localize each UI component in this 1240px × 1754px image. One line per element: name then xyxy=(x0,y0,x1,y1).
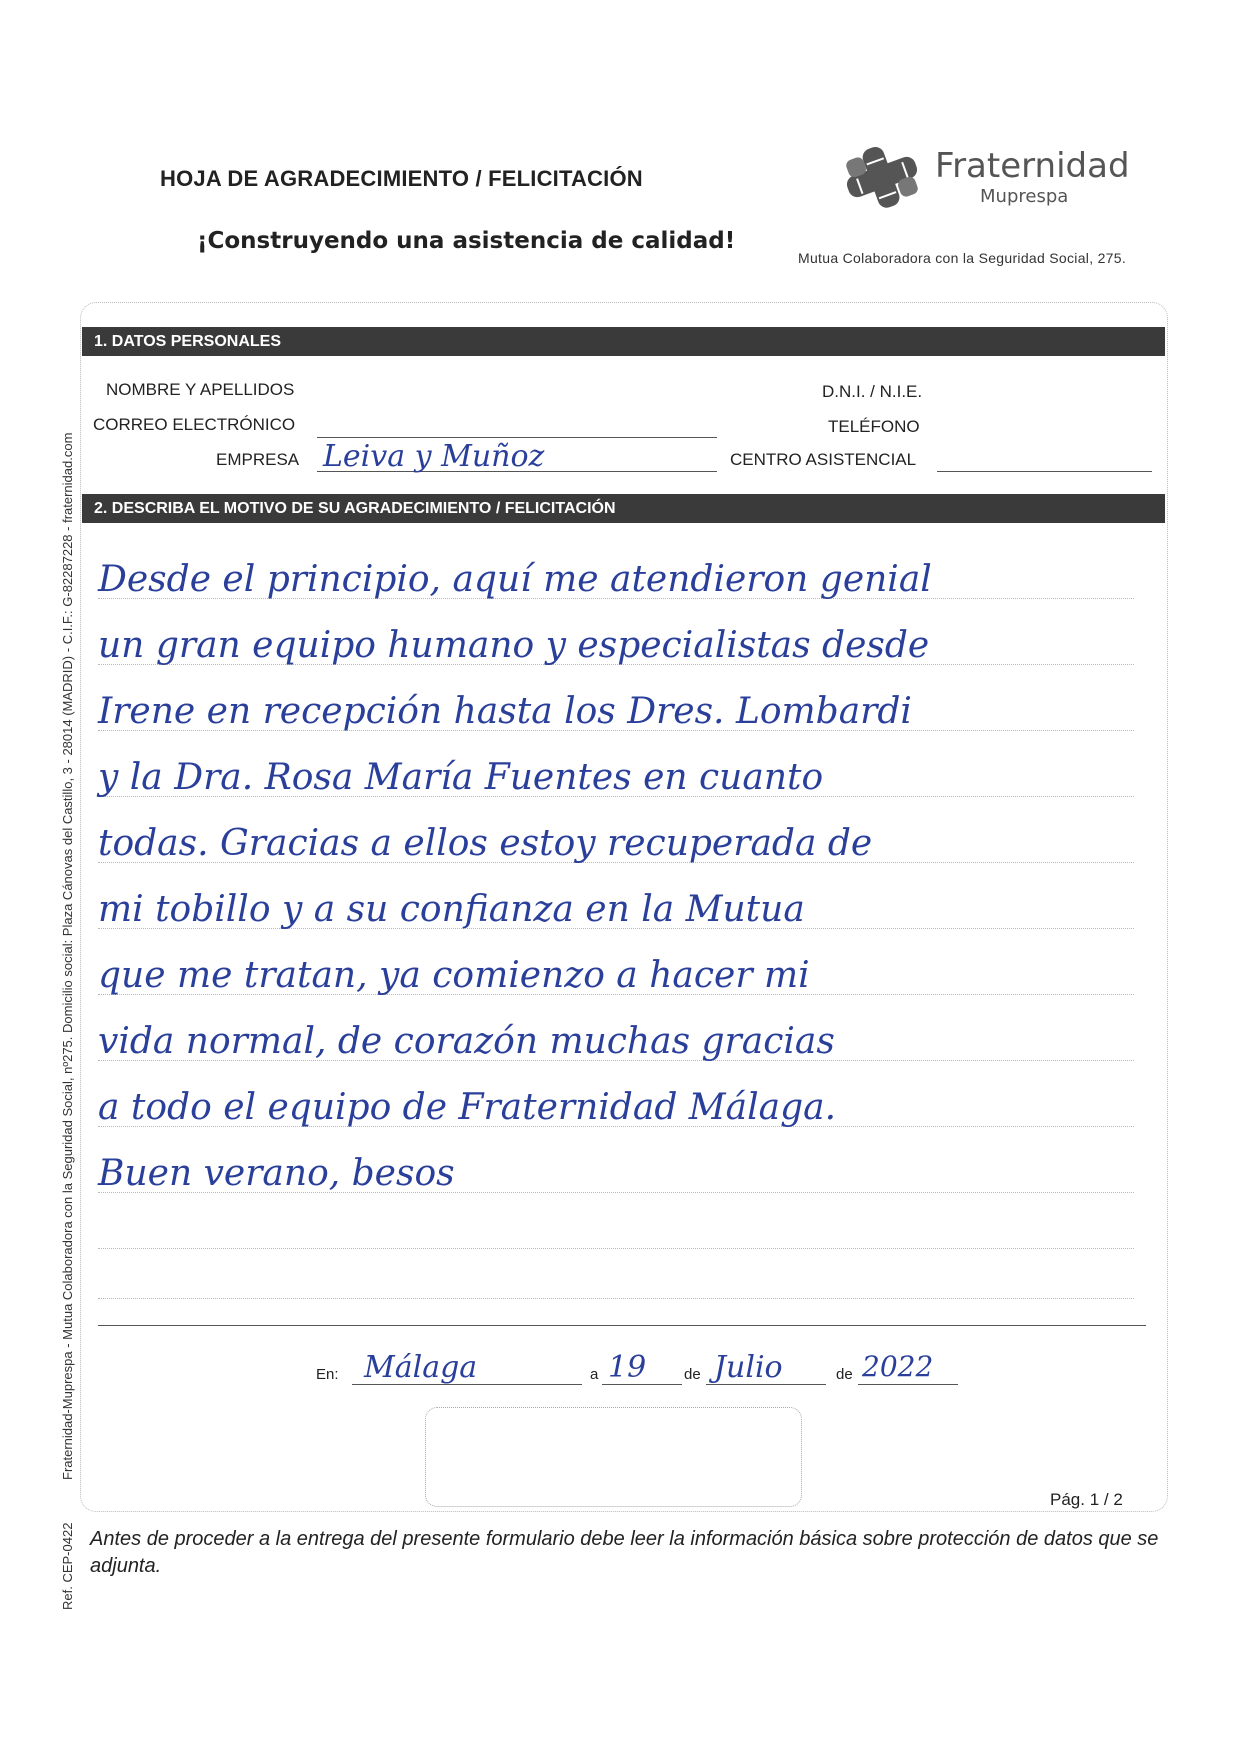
empresa-field[interactable] xyxy=(317,439,717,474)
date-city: Málaga xyxy=(364,1350,478,1385)
description-line: vida normal, de corazón muchas gracias xyxy=(98,1021,835,1062)
cross-logo-icon xyxy=(832,142,932,212)
date-de1-label: de xyxy=(684,1366,701,1383)
mutua-text: Mutua Colaboradora con la Seguridad Social, 275. xyxy=(798,250,1127,266)
description-line: a todo el equipo de Fraternidad Málaga. xyxy=(98,1087,837,1128)
form-title: HOJA DE AGRADECIMIENTO / FELICITACIÓN xyxy=(160,166,643,191)
dni-label: D.N.I. / N.I.E. xyxy=(822,382,923,401)
logo-subname: Muprespa xyxy=(980,186,1069,207)
side-legal-text: Fraternidad-Muprespa - Mutua Colaboradora con la Seguridad Social, nº275. Domicilio social: Plaza Cánovas del Castillo, 3 - 28014 (MADRID) - C.I.F.: G-82287228 - fraternidad.com xyxy=(60,432,75,1480)
nombre-label: NOMBRE Y APELLIDOS xyxy=(106,380,295,399)
writing-rule xyxy=(98,1248,1134,1249)
date-month: Julio xyxy=(714,1350,783,1385)
page-number: Pág. 1 / 2 xyxy=(1050,1490,1123,1509)
empresa-value: Leiva y Muñoz xyxy=(323,439,545,474)
date-day-field[interactable] xyxy=(602,1350,682,1385)
correo-label: CORREO ELECTRÓNICO xyxy=(93,415,296,434)
signature-box[interactable] xyxy=(425,1407,802,1507)
description-line: Irene en recepción hasta los Dres. Lombardi xyxy=(98,691,912,732)
writing-rule xyxy=(98,1298,1134,1299)
description-line: y la Dra. Rosa María Fuentes en cuanto xyxy=(98,757,824,798)
centro-label: CENTRO ASISTENCIAL xyxy=(730,450,917,469)
date-year: 2022 xyxy=(862,1350,934,1383)
date-year-field[interactable] xyxy=(858,1350,958,1385)
date-month-field[interactable] xyxy=(706,1350,826,1385)
description-line: Desde el principio, aquí me atendieron genial xyxy=(98,559,932,600)
side-ref: Ref. CEP-0422 xyxy=(60,1522,75,1610)
centro-field[interactable] xyxy=(937,447,1152,472)
date-city-field[interactable] xyxy=(352,1350,582,1385)
description-line: que me tratan, ya comienzo a hacer mi xyxy=(98,955,810,996)
date-a-label: a xyxy=(590,1366,599,1383)
correo-field[interactable] xyxy=(317,413,717,438)
description-line: Buen verano, besos xyxy=(98,1153,455,1194)
date-en-label: En: xyxy=(316,1366,339,1383)
telefono-label: TELÉFONO xyxy=(828,417,920,436)
section1-header: 1. DATOS PERSONALES xyxy=(82,327,1165,356)
logo-name: Fraternidad xyxy=(935,146,1130,186)
description-line: mi tobillo y a su confianza en la Mutua xyxy=(98,889,805,930)
form-subtitle: ¡Construyendo una asistencia de calidad! xyxy=(197,228,736,254)
empresa-label: EMPRESA xyxy=(216,450,300,469)
date-de2-label: de xyxy=(836,1366,853,1383)
section2-header: 2. DESCRIBA EL MOTIVO DE SU AGRADECIMIENTO / FELICITACIÓN xyxy=(82,494,1165,523)
fraternidad-logo xyxy=(832,138,1132,218)
description-bottom-line xyxy=(98,1325,1146,1326)
description-line: un gran equipo humano y especialistas desde xyxy=(98,625,930,666)
date-day: 19 xyxy=(608,1350,647,1385)
privacy-note: Antes de proceder a la entrega del presente formulario debe leer la información básica sobre protección de datos que se adjunta. xyxy=(90,1528,1159,1577)
description-line: todas. Gracias a ellos estoy recuperada de xyxy=(98,823,873,864)
